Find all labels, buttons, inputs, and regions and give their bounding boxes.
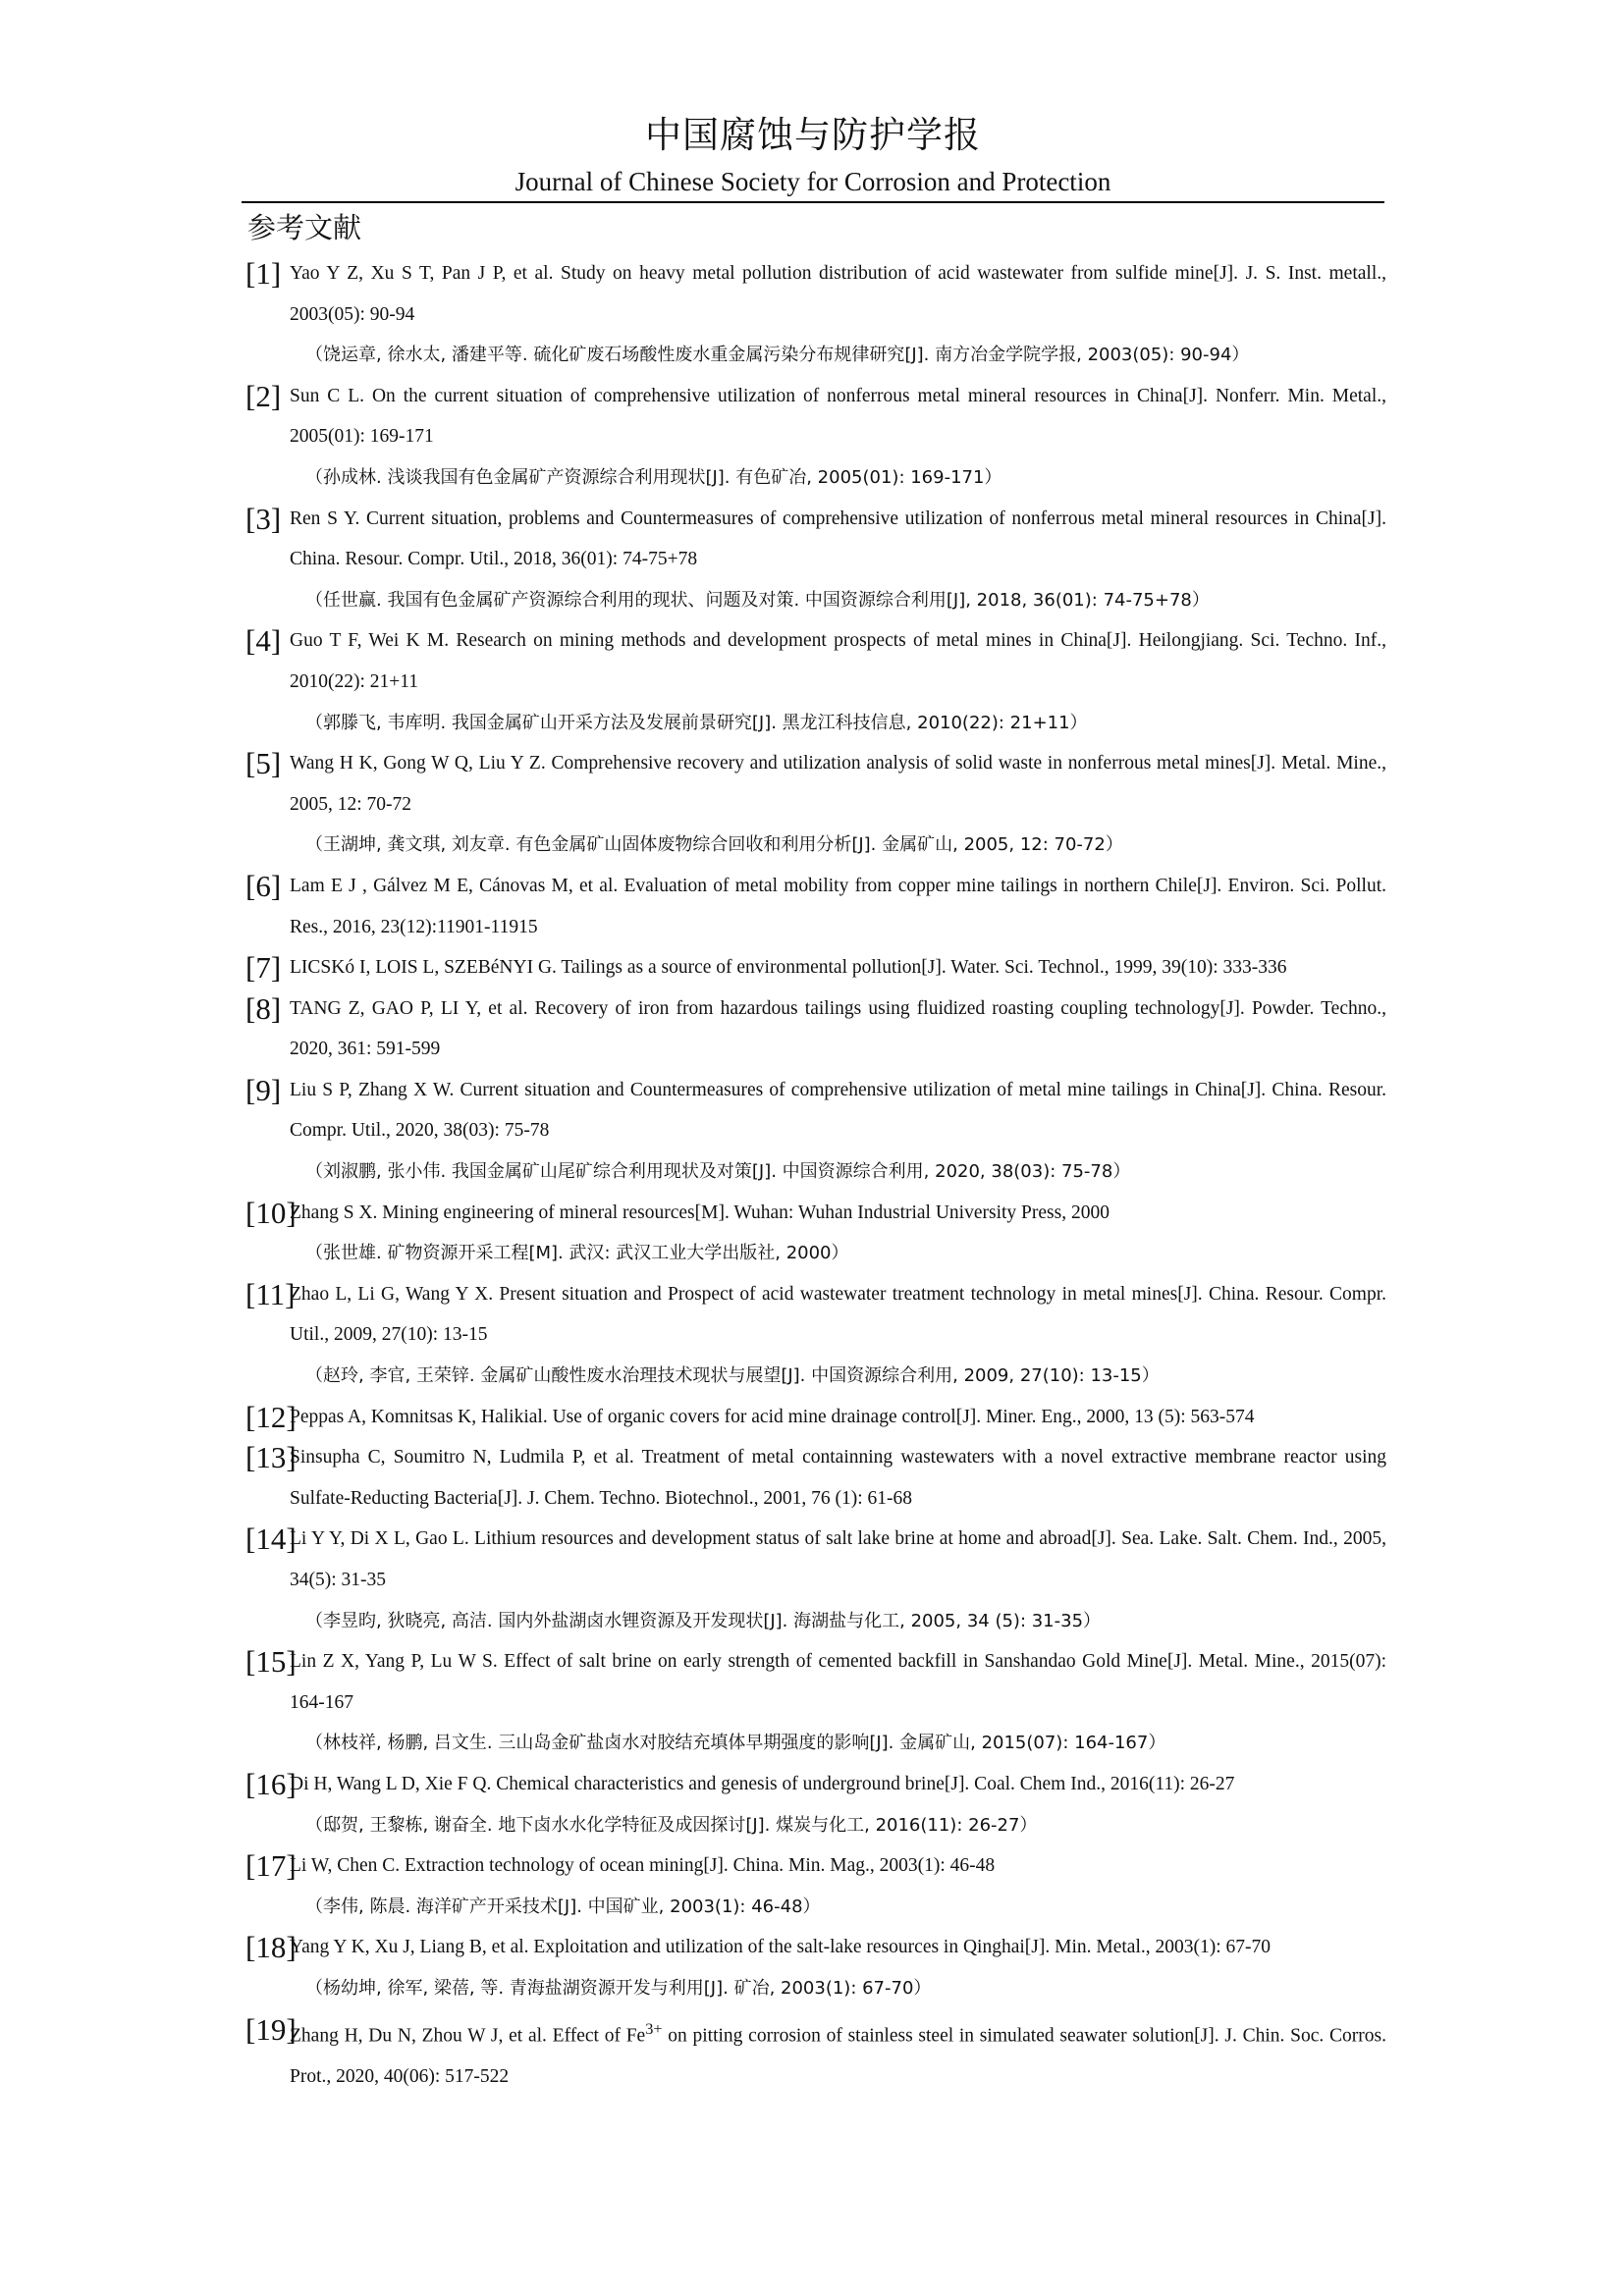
reference-item [245, 743, 1386, 866]
reference-text-en: Yao Y Z, Xu S T, Pan J P, et al. Study on heavy metal pollution distribution of acid wastewater from sulfide mine[J]. J. S. Inst. metall., 2003(05): 90-94 [290, 263, 1386, 325]
reference-item [245, 1764, 1386, 1845]
reference-number: [12] [245, 1399, 297, 1434]
reference-text-cn: （王湖坤, 龚文琪, 刘友章. 有色金属矿山固体废物综合回收和利用分析[J]. 金属矿山, 2005, 12: 70-72） [305, 834, 1123, 856]
reference-number: [19] [245, 2011, 297, 2047]
reference-item [245, 2009, 1386, 2098]
reference-text-cn: （林枝祥, 杨鹏, 吕文生. 三山岛金矿盐卤水对胶结充填体早期强度的影响[J]. 金属矿山, 2015(07): 164-167） [305, 1733, 1166, 1754]
reference-number: [9] [245, 1072, 282, 1107]
reference-item [245, 376, 1386, 499]
reference-text-en: Lin Z X, Yang P, Lu W S. Effect of salt brine on early strength of cemented backfill in Sanshandao Gold Mine[J]. Metal. Mine., 2015(07): 164-167 [290, 1651, 1386, 1713]
journal-header [242, 110, 1384, 198]
superscript-charge: 3+ [645, 2019, 663, 2038]
reference-text-en: Di H, Wang L D, Xie F Q. Chemical characteristics and genesis of underground brine[J]. Coal. Chem Ind., 2016(11): 26-27 [290, 1773, 1235, 1794]
reference-item [245, 620, 1386, 743]
reference-number: [16] [245, 1766, 297, 1801]
reference-text-en: Peppas A, Komnitsas K, Halikial. Use of organic covers for acid mine drainage control[J]. Miner. Eng., 2000, 13 (5): 563-574 [290, 1406, 1255, 1427]
reference-number: [14] [245, 1522, 297, 1557]
reference-text-cn: （李昱昀, 狄晓亮, 高洁. 国内外盐湖卤水锂资源及开发现状[J]. 海湖盐与化工, 2005, 34 (5): 31-35） [305, 1610, 1102, 1631]
reference-text-en: Zhang S X. Mining engineering of mineral resources[M]. Wuhan: Wuhan Industrial University Press, 2000 [290, 1201, 1110, 1223]
reference-number: [11] [245, 1276, 296, 1311]
reference-text-cn: （张世雄. 矿物资源开采工程[M]. 武汉: 武汉工业大学出版社, 2000） [305, 1243, 849, 1264]
reference-item [245, 988, 1386, 1070]
reference-item [245, 499, 1386, 621]
reference-number: [15] [245, 1644, 297, 1680]
reference-text-en: Sun C L. On the current situation of comprehensive utilization of nonferrous metal mineral resources in China[J]. Nonferr. Min. Metal., 2005(01): 169-171 [290, 385, 1386, 448]
reference-item [245, 1927, 1386, 2008]
reference-text-en [290, 2009, 1386, 2098]
reference-item [245, 1641, 1386, 1764]
reference-text-cn: （赵玲, 李官, 王荣锌. 金属矿山酸性废水治理技术现状与展望[J]. 中国资源综合利用, 2009, 27(10): 13-15） [305, 1365, 1160, 1387]
reference-item [245, 1193, 1386, 1274]
reference-item [245, 1070, 1386, 1193]
reference-number: [7] [245, 950, 282, 986]
reference-number: [4] [245, 623, 282, 659]
reference-number: [13] [245, 1440, 297, 1475]
reference-list [245, 253, 1386, 2097]
reference-text-cn: （任世赢. 我国有色金属矿产资源综合利用的现状、问题及对策. 中国资源综合利用[J], 2018, 36(01): 74-75+78） [305, 589, 1210, 611]
reference-number: [8] [245, 990, 282, 1026]
reference-item [245, 1397, 1386, 1438]
reference-text-en: Li Y Y, Di X L, Gao L. Lithium resources and development status of salt lake brine at home and abroad[J]. Sea. Lake. Salt. Chem. Ind., 2005, 34(5): 31-35 [290, 1528, 1386, 1590]
reference-number: [6] [245, 868, 282, 903]
reference-text-en: Guo T F, Wei K M. Research on mining methods and development prospects of metal mines in China[J]. Heilongjiang. Sci. Techno. Inf., 2010(22): 21+11 [290, 630, 1386, 692]
header-divider [242, 201, 1384, 203]
reference-text-cn: （饶运章, 徐水太, 潘建平等. 硫化矿废石场酸性废水重金属污染分布规律研究[J]. 南方冶金学院学报, 2003(05): 90-94） [305, 345, 1250, 366]
reference-text-part: on pitting corrosion of stainless steel in simulated seawater solution[J]. J. Chin. Soc. Corros. Prot., 2020, 40(06): 517-522 [290, 2025, 1386, 2087]
reference-text-en: Zhao L, Li G, Wang Y X. Present situation and Prospect of acid wastewater treatment technology in metal mines[J]. China. Resour. Compr. Util., 2009, 27(10): 13-15 [290, 1283, 1386, 1346]
reference-item [245, 1437, 1386, 1519]
reference-item [245, 253, 1386, 376]
reference-text-en: Liu S P, Zhang X W. Current situation and Countermeasures of comprehensive utilization of metal mine tailings in China[J]. China. Resour. Compr. Util., 2020, 38(03): 75-78 [290, 1079, 1386, 1142]
reference-item [245, 866, 1386, 947]
reference-text-en: Lam E J , Gálvez M E, Cánovas M, et al. Evaluation of metal mobility from copper mine tailings in northern Chile[J]. Environ. Sci. Pollut. Res., 2016, 23(12):11901-11915 [290, 875, 1386, 937]
reference-text-en: Sinsupha C, Soumitro N, Ludmila P, et al. Treatment of metal containning wastewaters with a novel extractive membrane reactor using Sulfate-Reducting Bacteria[J]. J. Chem. Techno. Biotechnol., 2001, 76 (1): 61-68 [290, 1447, 1386, 1509]
reference-item [245, 947, 1386, 988]
reference-text-en: TANG Z, GAO P, LI Y, et al. Recovery of iron from hazardous tailings using fluidized roasting coupling technology[J]. Powder. Techno., 2020, 361: 591-599 [290, 997, 1386, 1060]
reference-text-en: Yang Y K, Xu J, Liang B, et al. Exploitation and utilization of the salt-lake resources in Qinghai[J]. Min. Metal., 2003(1): 67-70 [290, 1937, 1272, 1958]
reference-text-en: Li W, Chen C. Extraction technology of ocean mining[J]. China. Min. Mag., 2003(1): 46-48 [290, 1855, 996, 1877]
reference-number: [5] [245, 746, 282, 781]
reference-text-en: LICSKó I, LOIS L, SZEBéNYI G. Tailings as a source of environmental pollution[J]. Water. Sci. Technol., 1999, 39(10): 333-336 [290, 957, 1287, 979]
reference-item [245, 1519, 1386, 1641]
reference-text-cn: （李伟, 陈晨. 海洋矿产开采技术[J]. 中国矿业, 2003(1): 46-48） [305, 1896, 821, 1917]
journal-title-cn: 中国腐蚀与防护学报 [645, 114, 981, 156]
journal-title-en: Journal of Chinese Society for Corrosion and Protection [514, 167, 1111, 196]
reference-item [245, 1845, 1386, 1927]
reference-text-cn: （刘淑鹏, 张小伟. 我国金属矿山尾矿综合利用现状及对策[J]. 中国资源综合利用, 2020, 38(03): 75-78） [305, 1161, 1131, 1183]
reference-number: [2] [245, 378, 282, 413]
reference-text-cn: （郭滕飞, 韦库明. 我国金属矿山开采方法及发展前景研究[J]. 黑龙江科技信息, 2010(22): 21+11） [305, 712, 1088, 733]
section-title: 参考文献 [247, 211, 362, 244]
reference-number: [18] [245, 1930, 297, 1965]
reference-text-part: Zhang H, Du N, Zhou W J, et al. Effect of Fe [290, 2025, 646, 2047]
reference-item [245, 1274, 1386, 1397]
reference-number: [1] [245, 256, 282, 291]
reference-number: [3] [245, 501, 282, 536]
reference-text-cn: （孙成林. 浅谈我国有色金属矿产资源综合利用现状[J]. 有色矿冶, 2005(01): 169-171） [305, 466, 1002, 488]
reference-text-cn: （杨幼坤, 徐军, 梁蓓, 等. 青海盐湖资源开发与利用[J]. 矿冶, 2003(1): 67-70） [305, 1977, 932, 1999]
reference-text-cn: （邸贺, 王黎栋, 谢奋全. 地下卤水水化学特征及成因探讨[J]. 煤炭与化工, 2016(11): 26-27） [305, 1814, 1038, 1836]
reference-text-en: Ren S Y. Current situation, problems and Countermeasures of comprehensive utilization of nonferrous metal mineral resources in China[J]. China. Resour. Compr. Util., 2018, 36(01): 74-75+78 [290, 507, 1386, 570]
reference-number: [10] [245, 1195, 297, 1230]
reference-number: [17] [245, 1848, 297, 1884]
reference-text-en: Wang H K, Gong W Q, Liu Y Z. Comprehensive recovery and utilization analysis of solid waste in nonferrous metal mines[J]. Metal. Mine., 2005, 12: 70-72 [290, 753, 1386, 815]
